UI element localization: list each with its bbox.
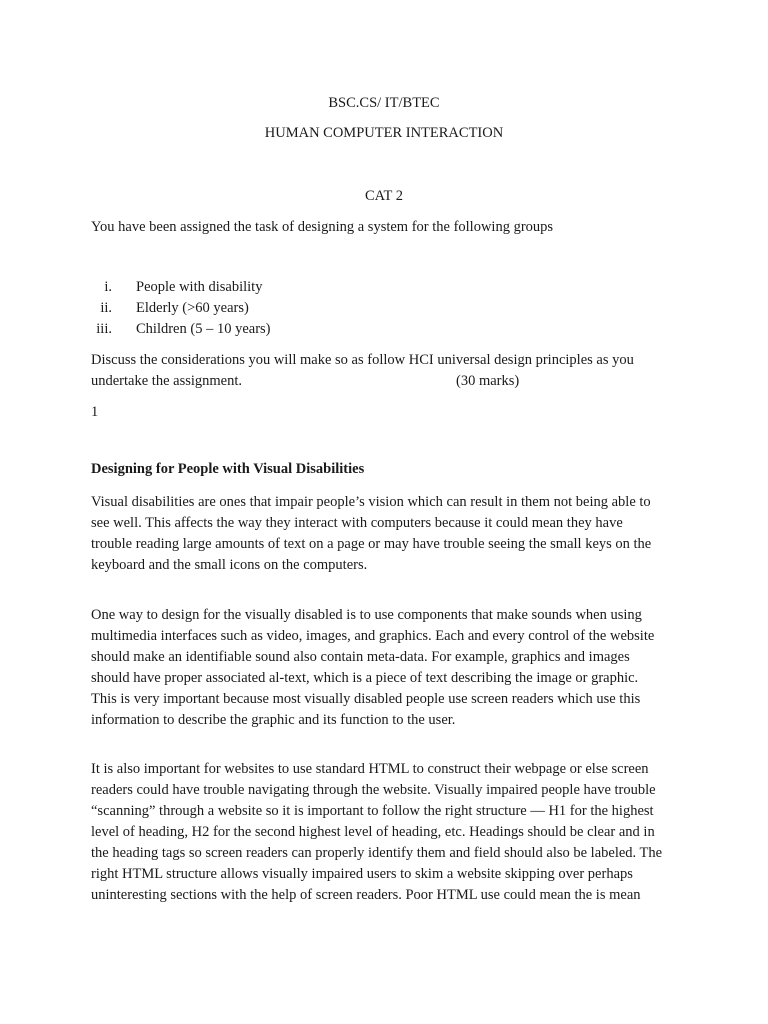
paragraph-line: It is also important for websites to use standard HTML to construct their webpage or else screen (91, 761, 649, 777)
list-text: Elderly (>60 years) (136, 300, 249, 316)
list-number: ii. (100, 300, 112, 316)
paragraph-line: uninteresting sections with the help of screen readers. Poor HTML use could mean the is mean (91, 887, 641, 903)
marks-label: (30 marks) (456, 373, 520, 389)
paragraph-line: level of heading, H2 for the second highest level of heading, etc. Headings should be clear and in (91, 824, 655, 840)
list-number: i. (104, 279, 112, 295)
paragraph (91, 759, 691, 906)
answer-number: 1 (91, 404, 99, 420)
paragraph-line: readers could have trouble navigating through the website. Visually impaired people have trouble (91, 782, 656, 798)
paragraph (91, 605, 691, 731)
list-text: People with disability (136, 279, 263, 295)
paragraph-line: keyboard and the small icons on the computers. (91, 557, 368, 573)
paragraph-line: multimedia interfaces such as video, images, and graphics. Each and every control of the website (91, 628, 655, 644)
paragraph-line: Visual disabilities are ones that impair people’s vision which can result in them not being able to (91, 494, 651, 510)
assessment-title: CAT 2 (364, 188, 403, 204)
paragraph-line: the heading tags so screen readers can properly identify them and field should also be labeled. The (91, 845, 663, 861)
paragraph (91, 492, 691, 576)
question-line (91, 371, 691, 392)
list-text: Children (5 – 10 years) (136, 321, 271, 337)
paragraph-line: should make an identifiable sound also contain meta-data. For example, graphics and images (91, 649, 630, 665)
program-title: BSC.CS/ IT/BTEC (328, 95, 440, 111)
list-item (0, 277, 700, 298)
intro-text: You have been assigned the task of designing a system for the following groups (91, 219, 554, 235)
paragraph-line: information to describe the graphic and its function to the user. (91, 712, 456, 728)
question-line-text: undertake the assignment. (91, 373, 242, 389)
course-title: HUMAN COMPUTER INTERACTION (264, 125, 504, 141)
paragraph-line: should have proper associated al-text, which is a piece of text describing the image or graphic. (91, 670, 639, 686)
paragraph-line: trouble reading large amounts of text on a page or may have trouble seeing the small keys on the (91, 536, 652, 552)
list-number: iii. (96, 321, 112, 337)
question-text (91, 350, 691, 392)
paragraph-line: right HTML structure allows visually impaired users to skim a website skipping over perhaps (91, 866, 633, 882)
section-heading: Designing for People with Visual Disabilities (91, 461, 365, 477)
paragraph-line: One way to design for the visually disabled is to use components that make sounds when using (91, 607, 642, 623)
paragraph-line: see well. This affects the way they interact with computers because it could mean they have (91, 515, 623, 531)
list-item (0, 298, 700, 319)
list-item (0, 319, 700, 340)
paragraph-line: This is very important because most visually disabled people use screen readers which use this (91, 691, 641, 707)
paragraph-line: “scanning” through a website so it is important to follow the right structure — H1 for the highest (91, 803, 654, 819)
question-line: Discuss the considerations you will make so as follow HCI universal design principles as you (91, 352, 634, 368)
